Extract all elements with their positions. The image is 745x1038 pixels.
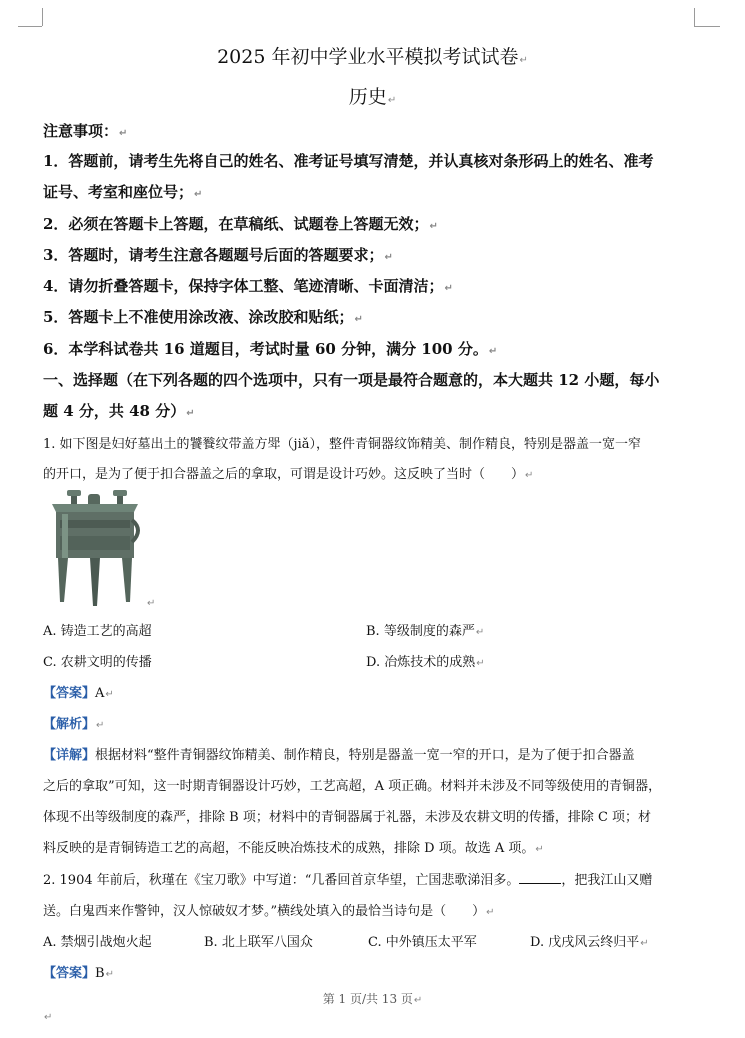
q1-option-b: B. 等级制度的森严↵: [366, 624, 485, 639]
q2-stem-cont: 送。白鬼西来作警钟，汉人惊破奴才梦。”横线处填入的最恰当诗句是（ ）↵: [43, 904, 495, 919]
q2-option-a: A. 禁烟引战炮火起: [43, 935, 152, 950]
q1-detail-line: 体现不出等级制度的森严，排除 B 项；材料中的青铜器属于礼器，未涉及农耕文明的传播，排除 C 项；材: [43, 810, 652, 825]
crop-mark-top-left-horizontal: [18, 26, 42, 27]
q1-detail-line: 料反映的是青铜铸造工艺的高超，不能反映冶炼技术的成熟，排除 D 项。故选 A 项。↵: [43, 841, 544, 856]
notice-item: 4．请勿折叠答题卡，保持字体工整、笔迹清晰、卡面清洁；↵: [43, 277, 453, 295]
q1-option-d: D. 冶炼技术的成熟↵: [366, 655, 485, 670]
answer-tag: 【答案】: [43, 966, 96, 981]
notice-item: 3．答题时，请考生注意各题题号后面的答题要求；↵: [43, 246, 393, 264]
q1-option-c: C. 农耕文明的传播: [43, 655, 152, 670]
q2-option-c: C. 中外镇压太平军: [368, 935, 477, 950]
q2-option-d: D. 戊戌风云终归平↵: [530, 935, 649, 950]
notice-item: 5．答题卡上不准使用涂改液、涂改胶和贴纸；↵: [43, 308, 363, 326]
crop-mark-top-right-horizontal: [694, 26, 720, 27]
section-heading: 一、选择题（在下列各题的四个选项中，只有一项是最符合题意的，本大题共 12 小题，每小: [43, 371, 660, 389]
detail-tag: 【详解】: [43, 748, 96, 763]
q1-stem-cont: 的开口，是为了便于扣合器盖之后的拿取，可谓是设计巧妙。这反映了当时（ ）↵: [43, 467, 534, 482]
notice-item: 6．本学科试卷共 16 道题目，考试时量 60 分钟，满分 100 分。↵: [43, 340, 498, 358]
analysis-tag: 【解析】: [43, 717, 96, 732]
section-heading-cont: 题 4 分，共 48 分）↵: [43, 402, 195, 420]
q1-option-a: A. 铸造工艺的高超: [43, 624, 152, 639]
notice-heading: 注意事项：↵: [43, 122, 128, 140]
notice-item: 证号、考室和座位号；↵: [43, 183, 203, 201]
q1-analysis: 【解析】↵: [43, 717, 105, 732]
fill-blank: [519, 871, 561, 884]
notice-item: 2．必须在答题卡上答题，在草稿纸、试题卷上答题无效；↵: [43, 215, 438, 233]
q1-detail: 【详解】根据材料“整件青铜器纹饰精美、制作精良，特别是器盖一宽一窄的开口，是为了便于扣合器盖: [43, 748, 635, 763]
crop-mark-top-right-vertical: [694, 8, 695, 26]
subject-title: 历史↵: [348, 86, 397, 108]
answer-tag: 【答案】: [43, 686, 96, 701]
crop-mark-top-left-vertical: [42, 8, 43, 26]
q2-stem: 2. 1904 年前后，秋瑾在《宝刀歌》中写道：“几番回首京华望，亡国悲歌涕泪多。 ，把我江山又赠: [43, 873, 653, 888]
exam-title: 2025 年初中学业水平模拟考试试卷↵: [217, 46, 528, 68]
notice-item: 1．答题前，请考生先将自己的姓名、准考证号填写清楚，并认真核对条形码上的姓名、准考: [43, 152, 654, 170]
q1-detail-line: 之后的拿取”可知，这一时期青铜器设计巧妙，工艺高超，A 项正确。材料并未涉及不同等级使用的青铜器，: [43, 779, 662, 794]
q2-answer: 【答案】B↵: [43, 966, 114, 981]
q1-answer: 【答案】A↵: [43, 686, 114, 701]
bronze-jia-vessel-image: [44, 490, 146, 608]
q2-option-b: B. 北上联军八国众: [204, 935, 313, 950]
q1-stem: 1. 如下图是妇好墓出土的饕餮纹带盖方斝（jiǎ），整件青铜器纹饰精美、制作精良，特别是器盖一宽一窄: [43, 437, 641, 452]
image-paragraph-mark: ↵: [147, 598, 156, 609]
page-footer: 第 1 页/共 13 页↵: [322, 992, 423, 1006]
end-paragraph-mark: ↵: [44, 1012, 53, 1023]
